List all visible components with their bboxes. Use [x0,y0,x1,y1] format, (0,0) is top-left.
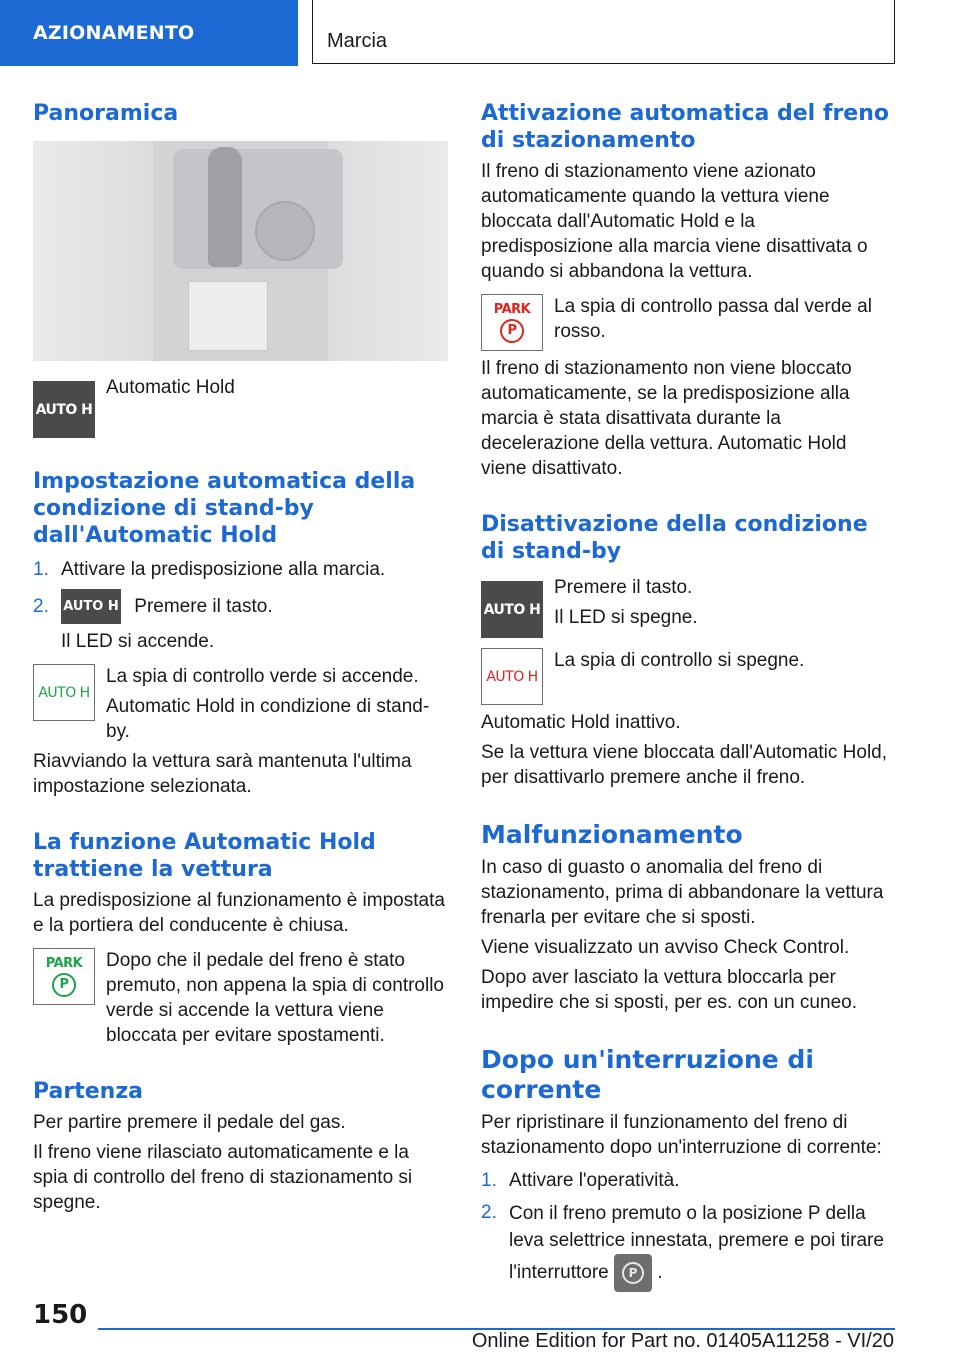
setting-steps [33,557,448,624]
chapter-title: Marcia [312,0,895,64]
auto-park-text: Il freno di stazionamento viene azionato automaticamente quando la vettura viene bloccata dall'Automatic Hold e la predisposizione alla marcia viene disattivata o quando si abbandona la vettura. [481,161,868,282]
auto-park-row [481,294,889,351]
malfunction-text-2: Viene visualizzato un avviso Check Control. [481,937,850,958]
auto-park-light-text: La spia di controllo passa dal verde al rosso. [554,296,872,342]
left-seat-shape [33,141,153,361]
edition-text: Online Edition for Part no. 01405A11258 - VI/20 [471,1330,894,1352]
auto-park-title: Attivazione automatica del freno di stazionamento [481,101,889,153]
hold-title: La funzione Automatic Hold trattiene la vettura [33,830,376,882]
list-item: 1. Attivare la predisposizione alla marcia. [33,559,386,580]
auto-h-green-indicator-icon: AUTO H [33,664,95,721]
section-tab: AZIONAMENTO [0,0,298,66]
auto-h-button-icon: AUTO H [61,589,121,624]
malfunction-text-3: Dopo aver lasciato la vettura bloccarla per impedire che si sposti, per es. con un cuneo. [481,967,857,1013]
deactivation-title: Disattivazione della condizione di stand-by [481,512,868,564]
auto-h-button-icon: AUTO H [33,381,95,438]
overview-title: Panoramica [33,101,179,126]
hold-park-text: Dopo che il pedale del freno è stato premuto, non appena la spia di controllo verde si accende la vettura viene bloccata per evitare spostamenti. [106,950,445,1046]
setting-title: Impostazione automatica della condizione di stand-by dall'Automatic Hold [33,469,416,548]
parking-brake-switch-icon: P [614,1254,652,1292]
park-red-indicator-icon: PARK P [481,294,543,351]
power-text: Per ripristinare il funzionamento del freno di stazionamento dopo un'interruzione di corrente: [481,1112,882,1158]
led-on-text: Il LED si accende. [61,631,215,652]
auto-h-red-indicator-icon: AUTO H [481,648,543,705]
start-text-2: Il freno viene rilasciato automaticamente e la spia di controllo del freno di stazionamento si spegne. [33,1142,413,1213]
malfunction-text-1: In caso di guasto o anomalia del freno di stazionamento, prima di abbandonare la vettura frenarla per evitare che si sposti. [481,857,884,928]
start-text-1: Per partire premere il pedale del gas. [33,1112,346,1133]
gear-lever-shape [208,147,242,267]
page-header [0,0,960,66]
power-title: Dopo un'interruzione di corrente [481,1045,814,1104]
auto-h-button-icon: AUTO H [481,581,543,638]
light-off-row [481,648,889,705]
led-off-text: Il LED si spegne. [554,607,698,628]
brake-note-text: Se la vettura viene bloccata dall'Automatic Hold, per disattivarlo premere anche il freno. [481,742,888,788]
left-column [33,100,448,1215]
light-off-text: La spia di controllo si spegne. [554,650,805,671]
list-item: 1. Attivare l'operatività. [481,1170,680,1191]
park-green-indicator-icon: PARK P [33,948,95,1005]
green-light-row [33,664,448,744]
malfunction-title: Malfunzionamento [481,820,743,849]
auto-hold-button-row [33,375,448,438]
right-column [481,100,889,1292]
auto-hold-label: Automatic Hold [106,377,235,398]
inactive-text: Automatic Hold inattivo. [481,712,681,733]
controller-knob-shape [255,201,315,261]
page-number: 150 [33,1300,88,1330]
storage-tray-shape [188,281,268,351]
press-button-text: Premere il tasto. [554,577,693,598]
control-panel-shape [173,149,343,269]
list-item: 2. Con il freno premuto o la posizione P della leva selettrice innestata, premere e poi tirare l'interruttore P . [481,1200,889,1292]
auto-park-text-2: Il freno di stazionamento non viene bloccato automaticamente, se la predisposizione alla marcia è stata disattivata durante la decelerazione della vettura. Automatic Hold viene disattivato. [481,358,852,479]
start-title: Partenza [33,1079,143,1104]
deactivation-button-row [481,575,889,638]
hold-park-row [33,948,448,1048]
green-light-text: La spia di controllo verde si accende. [106,666,419,687]
power-steps [481,1168,889,1292]
restart-text: Riavviando la vettura sarà mantenuta l'ultima impostazione selezionata. [33,751,412,797]
hold-standby-text: Automatic Hold in condizione di stand-by. [106,696,430,742]
hold-text: La predisposizione al funzionamento è impostata e la portiera del conducente è chiusa. [33,890,445,936]
console-photo [33,141,448,361]
list-item: 2. AUTO H Premere il tasto. [33,589,448,624]
right-seat-shape [328,141,448,361]
